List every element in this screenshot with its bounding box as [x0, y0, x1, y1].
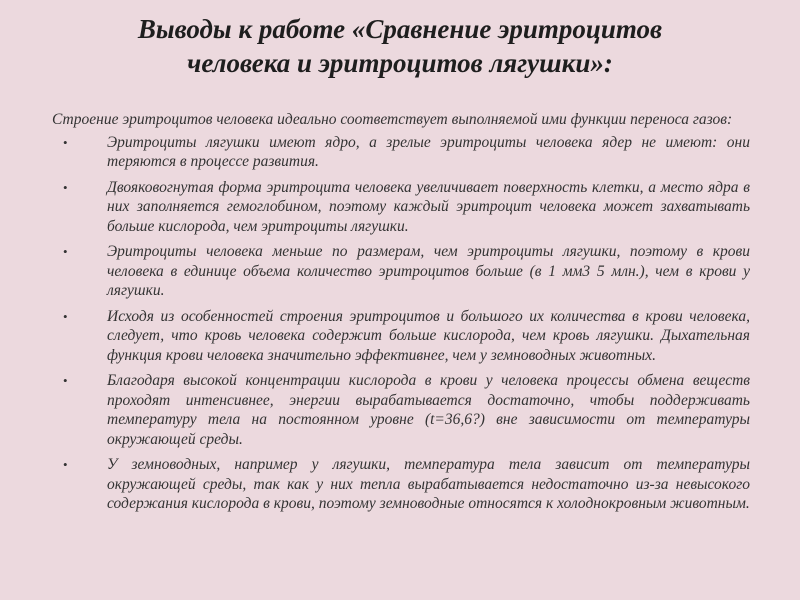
slide-content [52, 110, 750, 520]
intro-paragraph: Строение эритроцитов человека идеально соответствует выполняемой ими функции переноса газов: [52, 111, 733, 128]
slide-title-line-1: Выводы к работе «Сравнение эритроцитов [137, 14, 663, 44]
slide-title [60, 12, 740, 80]
list-item: • Эритроциты лягушки имеют ядро, а зрелые эритроциты человека ядер не имеют: они теряются в процессе развития. [107, 133, 750, 172]
list-item: • У земноводных, например у лягушки, температура тела зависит от температуры окружающей среды, так как у них тепла вырабатывается недостаточно из-за невысокого содержания кислорода в крови, поэтому земноводные относятся к холоднокровным животным. [107, 455, 750, 514]
slide-title-line-2: человека и эритроцитов лягушки»: [187, 48, 613, 78]
list-item: • Эритроциты человека меньше по размерам, чем эритроциты лягушки, поэтому в крови человека в единице объема количество эритроцитов больше (в 1 мм3 5 млн.), чем в крови у лягушки. [107, 242, 750, 301]
list-item: • Двояковогнутая форма эритроцита человека увеличивает поверхность клетки, а место ядра в них заполняется гемоглобином, поэтому каждый эритроцит человека может захватывать больше кислорода, чем эритроциты лягушки. [107, 178, 750, 237]
list-item: • Благодаря высокой концентрации кислорода в крови у человека процессы обмена веществ проходят интенсивнее, энергии вырабатывается достаточно, чтобы поддерживать температуру тела на постоянном уровне (t=36,6?) вне зависимости от температуры окружающей среды. [107, 371, 750, 449]
conclusions-list [63, 133, 750, 514]
list-item: • Исходя из особенностей строения эритроцитов и большого их количества в крови человека, следует, что кровь человека содержит больше кислорода, чем кровь лягушки. Дыхательная функция крови человека значительно эффективнее, чем у земноводных животных. [107, 307, 750, 366]
